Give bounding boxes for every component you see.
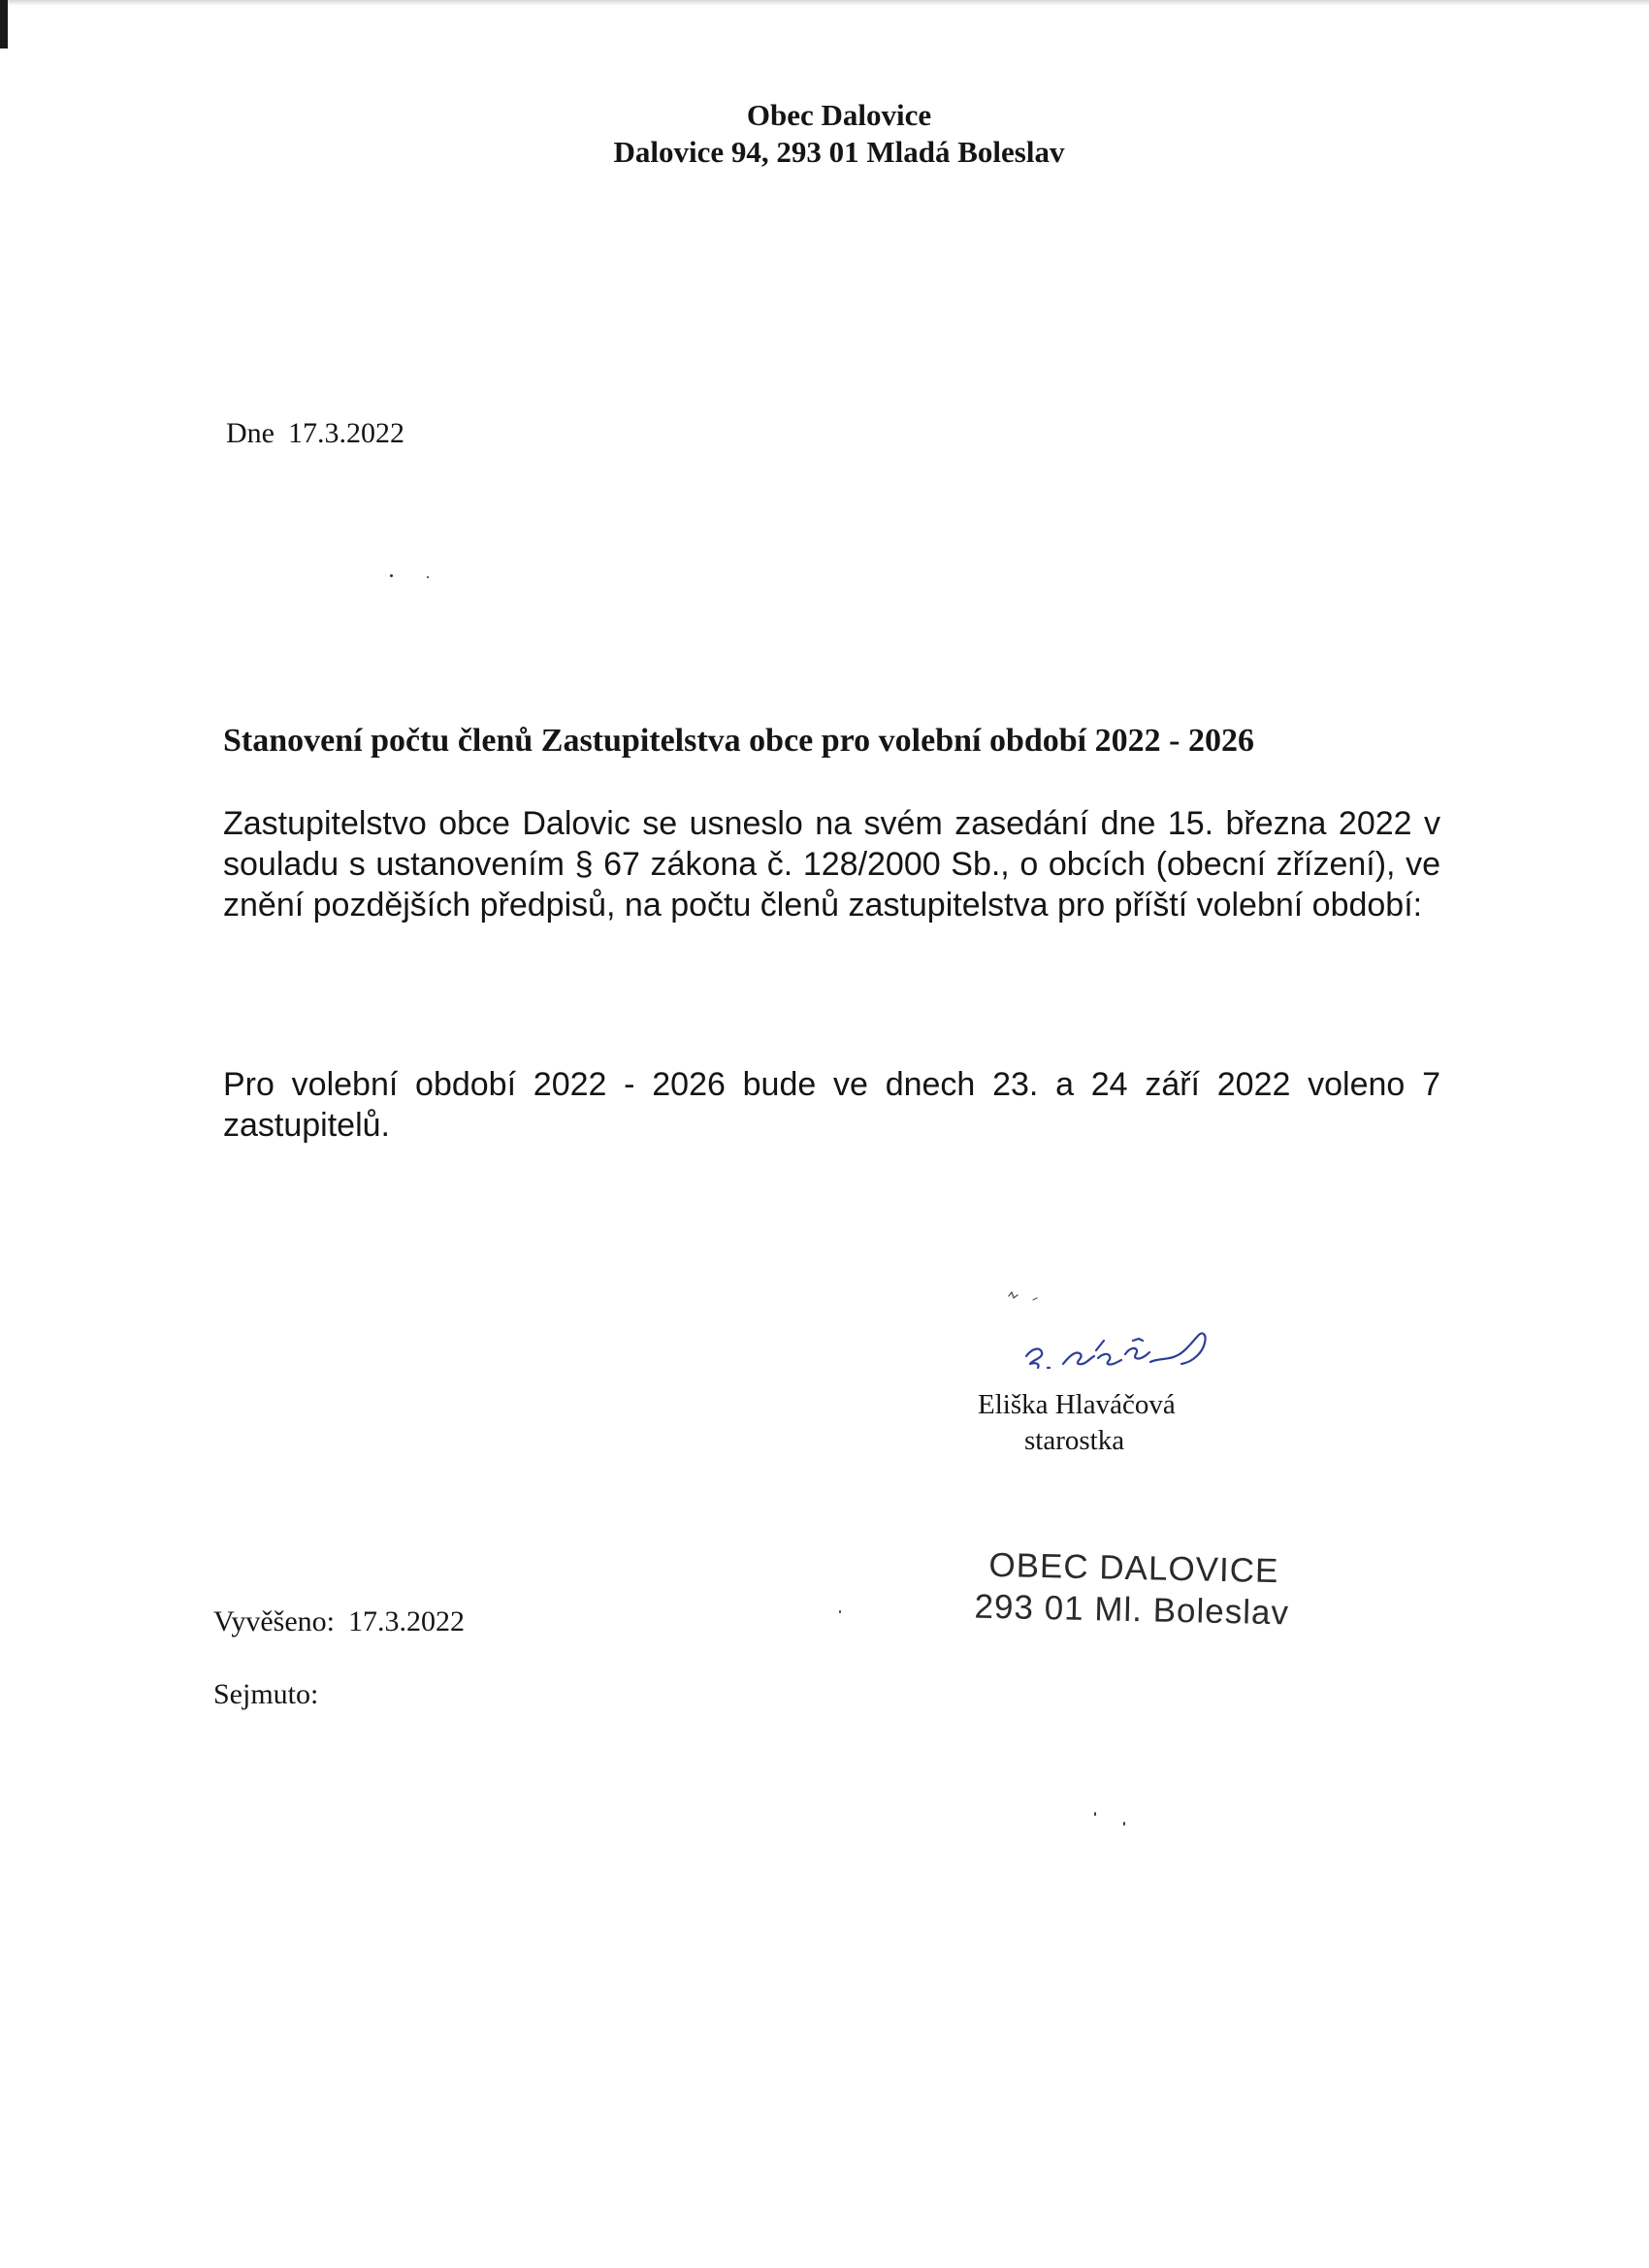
result-paragraph: Pro volební období 2022 - 2026 bude ve dnech 23. a 24 září 2022 voleno 7 zastupitelů. bbox=[223, 1066, 1440, 1144]
signature-image bbox=[980, 1279, 1232, 1376]
scan-speck bbox=[839, 1610, 841, 1613]
stamp-line-2: 293 01 Ml. Boleslav bbox=[974, 1587, 1290, 1633]
organization-name: Obec Dalovice bbox=[746, 98, 932, 132]
document-date bbox=[226, 417, 404, 450]
scan-left-mark bbox=[0, 0, 8, 49]
posted-line bbox=[213, 1605, 465, 1638]
removed-line bbox=[213, 1678, 318, 1711]
scan-speck bbox=[427, 576, 429, 578]
signatory-name: Eliška Hlaváčová bbox=[978, 1389, 1176, 1420]
resolution-paragraph: Zastupitelstvo obce Dalovic se usneslo na svém zasedání dne 15. března 2022 v souladu s ustanovením § 67 zákona č. 128/2000 Sb., o obcích (obecní zřízení), ve znění pozdějších předpisů, na počtu členů zastupitelstva pro příští volební období: bbox=[223, 805, 1440, 923]
signatory-block bbox=[978, 1387, 1176, 1459]
posted-value: 17.3.2022 bbox=[347, 1605, 465, 1637]
signatory-role: starostka bbox=[1024, 1425, 1125, 1456]
date-value: 17.3.2022 bbox=[287, 417, 404, 449]
scan-speck bbox=[390, 574, 393, 577]
scan-speck bbox=[1094, 1812, 1096, 1816]
scan-top-edge bbox=[0, 0, 1649, 6]
official-stamp bbox=[974, 1544, 1290, 1635]
scan-speck bbox=[1123, 1822, 1125, 1826]
removed-label: Sejmuto: bbox=[213, 1678, 319, 1710]
organization-address: Dalovice 94, 293 01 Mladá Boleslav bbox=[613, 135, 1065, 169]
letterhead bbox=[0, 97, 1649, 171]
date-label: Dne bbox=[226, 417, 275, 449]
document-title: Stanovení počtu členů Zastupitelstva obce pro volební období 2022 - 2026 bbox=[223, 723, 1254, 759]
posted-label: Vyvěšeno: bbox=[213, 1605, 335, 1637]
stamp-line-1: OBEC DALOVICE bbox=[988, 1545, 1279, 1591]
